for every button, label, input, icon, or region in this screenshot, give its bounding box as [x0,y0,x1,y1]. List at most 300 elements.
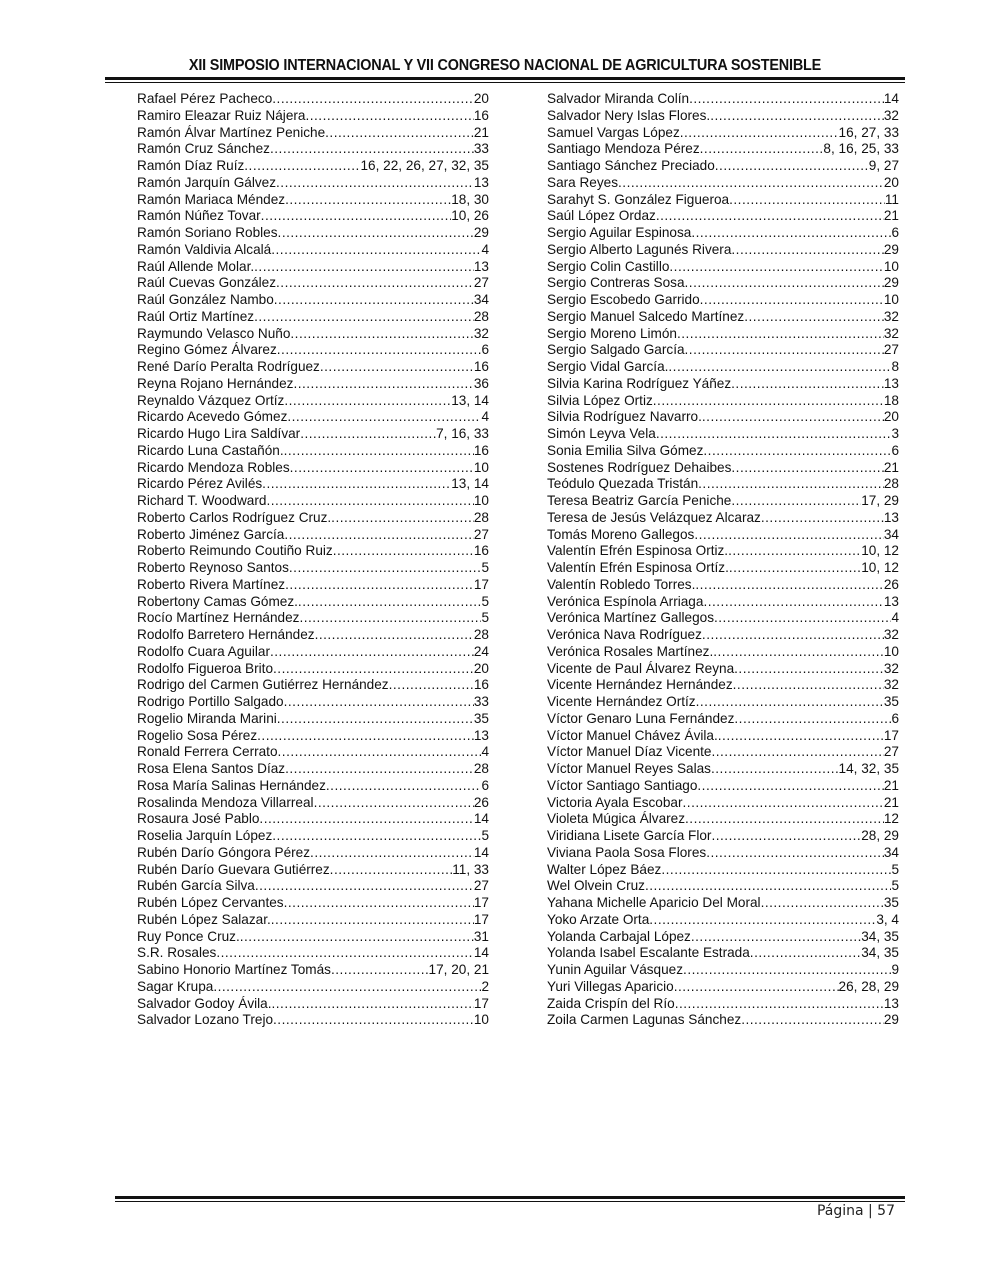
author-name: Viviana Paola Sosa Flores [547,844,707,860]
author-name: Víctor Santiago Santiago [547,777,698,793]
dot-leader [278,225,474,242]
dot-leader [276,275,474,292]
dot-leader [213,979,481,996]
footer-rule-thick [115,1196,905,1199]
author-name: Rodrigo Portillo Salgado [137,694,284,709]
page-references: 14 [473,811,489,827]
page-references: 9 [891,962,899,977]
page-references: 10 [883,643,899,659]
dot-leader [700,292,884,309]
page-references: 20 [883,409,899,425]
page-references: 17, 20, 21 [428,962,489,977]
dot-leader [689,91,884,108]
dot-leader [711,744,883,761]
dot-leader [656,208,884,225]
page-references: 16 [473,442,489,458]
dot-leader [691,929,861,946]
dot-leader [750,945,861,962]
author-name: Ramón Mariaca Méndez [137,191,286,207]
page-references: 14 [473,844,489,860]
page-references: 32 [883,325,899,341]
dot-leader [272,996,474,1013]
dot-leader [284,443,474,460]
index-entry [137,744,489,761]
author-index-left-column [137,91,489,1029]
author-name: Rosaura José Pablo [137,811,260,827]
dot-leader [761,510,884,527]
dot-leader [685,275,884,292]
dot-leader [715,158,869,175]
index-entry [137,912,489,929]
index-entry [137,1012,489,1029]
index-entry [547,828,899,845]
page-references: 17, 29 [861,493,899,508]
dot-leader [273,661,474,678]
author-name: Yolanda Carbajal López [547,928,691,944]
author-name: Víctor Manuel Díaz Vicente [547,744,712,760]
index-entry [137,309,489,326]
author-name: Teódulo Quezada Tristán [547,476,699,492]
author-name: Rodrigo del Carmen Gutiérrez Hernández [137,677,389,693]
dot-leader [714,610,891,627]
page-references: 4 [481,409,489,425]
index-entry [547,342,899,359]
index-entry [137,527,489,544]
index-entry [547,125,899,142]
dot-leader [293,376,473,393]
index-entry [547,376,899,393]
page-references: 28, 29 [861,828,899,843]
dot-leader [331,962,429,979]
page-references: 5 [891,861,899,877]
dot-leader [278,744,482,761]
index-entry [137,594,489,611]
index-entry [137,409,489,426]
index-entry [547,878,899,895]
author-name: Sergio Salgado García [547,342,685,358]
author-name: Vicente Hernández Hernández [547,677,733,693]
author-name: Samuel Vargas López [547,124,680,140]
index-entry [137,627,489,644]
dot-leader [330,862,453,879]
index-entry [547,275,899,292]
dot-leader [680,125,839,142]
page-references: 14 [473,945,489,961]
author-name: Ramiro Eleazar Ruiz Nájera [137,107,306,123]
page-references: 17 [473,895,489,910]
dot-leader [668,359,891,376]
dot-leader [683,962,891,979]
dot-leader [728,543,861,560]
index-entry [137,242,489,259]
index-entry [547,761,899,778]
page-references: 35 [473,710,489,726]
page-references: 24 [473,643,489,659]
author-name: Zoila Carmen Lagunas Sánchez [547,1012,742,1028]
index-entry [547,527,899,544]
page-references: 27 [473,526,489,542]
index-entry [547,476,899,493]
dot-leader [266,493,473,510]
index-entry [137,275,489,292]
document-header-title: XII SIMPOSIO INTERNACIONAL Y VII CONGRESO NACIONAL DE AGRICULTURA SOSTENIBLE [188,57,822,74]
page-references: 16 [473,359,489,374]
author-name: Ronald Ferrera Cerrato [137,744,278,760]
page-references: 29 [473,225,489,240]
footer-rule-thin [115,1201,905,1202]
author-name: Ruy Ponce Cruz. [137,928,240,944]
index-entry [137,945,489,962]
index-entry [137,677,489,694]
page-references: 18, 30 [451,191,489,207]
page-references: 5 [481,610,489,626]
page-references: 4 [481,744,489,760]
page-references: 28 [473,761,489,776]
dot-leader [698,476,884,493]
page-references: 14, 32, 35 [838,761,899,776]
dot-leader [333,543,474,560]
index-entry [137,108,489,125]
dot-leader [729,560,861,577]
index-entry [547,945,899,962]
index-entry [547,577,899,594]
author-name: Verónica Martínez Gallegos [547,610,714,626]
page-references: 13 [883,593,899,609]
author-name: Raúl González Nambo [137,292,274,307]
author-name: Verónica Espínola Arriaga [547,593,704,609]
author-name: Reynaldo Vázquez Ortíz [137,392,285,408]
author-name: Zaida Crispín del Río [547,995,675,1011]
author-name: Sergio Colin Castillo [547,258,670,274]
dot-leader [285,761,474,778]
page-references: 13, 14 [451,392,489,408]
page-references: 21 [883,208,899,224]
author-name: Sarahyt S. González Figueroa [547,191,730,207]
page-references: 32 [883,627,899,642]
page-references: 10 [473,493,489,508]
page-references: 5 [481,560,489,575]
page-references: 8, 16, 25, 33 [823,141,899,157]
page-references: 13 [883,995,899,1011]
page-references: 5 [481,828,489,843]
dot-leader [694,527,884,544]
index-entry [547,996,899,1013]
dot-leader [702,409,884,426]
page-references: 21 [883,459,899,475]
author-name: Rodolfo Figueroa Brito [137,660,274,676]
dot-leader [270,141,474,158]
author-name: Valentín Robledo Torres. [547,576,696,592]
page-references: 33 [473,694,489,709]
author-name: Yolanda Isabel Escalante Estrada [547,945,750,961]
dot-leader [271,912,474,929]
author-name: Vicente de Paul Álvarez Reyna [547,660,735,676]
dot-leader [703,594,883,611]
author-name: Ramón Díaz Ruíz [137,158,245,173]
author-name: Tomás Moreno Gallegos [547,526,695,542]
dot-leader [618,175,884,192]
dot-leader [277,342,482,359]
dot-leader [300,426,436,443]
author-name: Sara Reyes [547,174,619,190]
author-name: Sergio Contreras Sosa [547,275,685,291]
dot-leader [285,577,474,594]
author-name: Yuri Villegas Aparicio [547,978,674,994]
page-references: 32 [883,660,899,676]
author-name: Ramón Soriano Robles [137,225,278,240]
index-entry [137,694,489,711]
author-name: Roberto Rivera Martínez [137,576,286,592]
author-name: Salvador Miranda Colín [547,91,690,106]
page-references: 29 [883,275,899,291]
index-entry [547,510,899,527]
author-name: Ramón Cruz Sánchez [137,141,270,157]
author-name: Sagar Krupa [137,978,214,994]
author-name: Rocío Martínez Hernández [137,610,300,626]
author-name: Teresa de Jesús Velázquez Alcaraz [547,509,761,525]
page-references: 29 [883,1012,899,1028]
dot-leader [285,192,451,209]
page-references: 10 [473,459,489,475]
index-entry [547,744,899,761]
page-references: 13 [473,258,489,274]
page-references: 20 [883,174,899,190]
dot-leader [700,141,824,158]
page-references: 16 [473,677,489,693]
index-entry [547,594,899,611]
page-references: 16, 27, 33 [838,124,899,140]
page-references: 21 [883,777,899,793]
page-references: 34, 35 [861,928,899,944]
dot-leader [729,192,885,209]
page-references: 27 [883,744,899,760]
index-entry [547,259,899,276]
author-name: Roselia Jarquín López [137,828,273,843]
author-name: Yahana Michelle Aparicio Del Moral [547,895,761,910]
dot-leader [305,108,473,125]
page-references: 36 [473,375,489,391]
author-name: Wel Olvein Cruz [547,878,645,894]
dot-leader [261,208,452,225]
page-references: 32 [883,107,899,123]
index-entry [137,711,489,728]
author-name: Rubén López Salazar. [137,911,271,927]
index-entry [547,862,899,879]
author-name: Rafael Pérez Pacheco [137,91,273,106]
dot-leader [741,1012,884,1029]
author-name: René Darío Peralta Rodríguez [137,359,320,374]
index-entry [137,510,489,527]
page-references: 20 [473,91,489,106]
index-entry [137,577,489,594]
author-name: Silvia Karina Rodríguez Yáñez [547,375,732,391]
page-references: 21 [473,124,489,140]
author-name: Sabino Honorio Martínez Tomás [137,962,331,977]
page-references: 20 [473,660,489,676]
author-name: Verónica Rosales Martínez. [547,643,714,659]
dot-leader [718,728,884,745]
dot-leader [320,359,474,376]
dot-leader [284,895,474,912]
author-name: Roberto Carlos Rodríguez Cruz. [137,509,332,525]
page-references: 28 [473,509,489,525]
dot-leader [298,594,482,611]
index-entry [137,225,489,242]
index-entry [137,158,489,175]
page-references: 10, 12 [861,560,899,575]
dot-leader [695,577,884,594]
index-entry [137,192,489,209]
dot-leader [685,342,884,359]
index-entry [547,610,899,627]
index-entry [137,828,489,845]
index-entry [547,1012,899,1029]
page-references: 13 [883,375,899,391]
index-entry [547,895,899,912]
page-references: 13 [473,727,489,743]
index-entry [137,376,489,393]
page-references: 26 [473,794,489,810]
index-entry [137,895,489,912]
index-entry [547,409,899,426]
dot-leader [315,627,474,644]
author-name: Valentín Efrén Espinosa Ortíz. [547,560,729,575]
author-name: Sergio Aguilar Espinosa [547,225,692,240]
index-entry [137,979,489,996]
page-references: 5 [481,593,489,609]
dot-leader [734,661,884,678]
page-references: 10 [883,292,899,307]
index-entry [137,560,489,577]
page-references: 27 [473,275,489,291]
author-name: Raúl Cuevas González [137,275,277,291]
page-references: 11, 33 [452,861,489,877]
author-name: Victoria Ayala Escobar [547,794,683,810]
index-entry [137,778,489,795]
author-name: Ricardo Acevedo Gómez [137,409,288,425]
index-entry [547,912,899,929]
page-references: 6 [891,225,899,240]
index-entry [547,309,899,326]
dot-leader [645,878,891,895]
author-name: Viridiana Lisete García Flor [547,828,712,843]
author-name: Sergio Alberto Lagunés Rivera [547,241,732,257]
author-name: Violeta Múgica Álvarez [547,811,686,827]
dot-leader [274,292,474,309]
page-references: 3 [891,426,899,441]
dot-leader [731,376,884,393]
index-entry [547,644,899,661]
header-rule-thin [105,82,905,83]
index-entry [137,845,489,862]
author-name: Ricardo Mendoza Robles [137,459,290,475]
index-entry [137,962,489,979]
page-references: 6 [481,342,489,358]
dot-leader [273,1012,474,1029]
page-references: 28 [883,476,899,492]
author-name: Santiago Mendoza Pérez [547,141,700,157]
index-entry [137,476,489,493]
dot-leader [761,895,884,912]
page-references: 6 [891,442,899,458]
dot-leader [653,393,884,410]
page-references: 14 [883,91,899,106]
author-name: Ramón Álvar Martínez Peniche [137,124,326,140]
index-entry [137,728,489,745]
dot-leader [284,527,474,544]
index-entry [547,711,899,728]
index-entry [547,443,899,460]
dot-leader [244,158,360,175]
page-references: 4 [891,610,899,626]
page-references: 32 [473,325,489,341]
dot-leader [216,945,474,962]
dot-leader [649,912,876,929]
page-references: 35 [883,895,899,910]
dot-leader [685,811,884,828]
dot-leader [257,728,474,745]
author-name: Ricardo Hugo Lira Saldívar [137,426,301,441]
author-name: Víctor Manuel Reyes Salas [547,761,711,776]
page-references: 13, 14 [451,476,489,492]
page-references: 34, 35 [861,945,899,961]
header-rule-thick [105,77,905,80]
dot-leader [270,644,474,661]
page-references: 10, 26 [451,208,489,224]
page-references: 17 [473,995,489,1011]
index-entry [547,192,899,209]
dot-leader [703,443,891,460]
author-name: Rogelio Miranda Marini [137,710,277,726]
dot-leader [284,694,474,711]
page-references: 18 [883,392,899,408]
dot-leader [287,409,481,426]
dot-leader [255,878,474,895]
dot-leader [706,845,884,862]
dot-leader [389,677,474,694]
author-name: Rodolfo Barretero Hernández [137,627,315,642]
dot-leader [276,175,474,192]
index-entry [137,493,489,510]
author-name: Richard T. Woodward [137,493,267,508]
dot-leader [254,259,474,276]
page-references: 9, 27 [868,158,899,173]
index-entry [547,208,899,225]
author-name: Sergio Vidal García. [547,359,669,374]
index-entry [137,91,489,108]
page-references: 3, 4 [876,911,899,927]
index-entry [547,158,899,175]
page-references: 8 [891,359,899,374]
dot-leader [326,778,482,795]
dot-leader [284,393,451,410]
index-entry [137,996,489,1013]
index-entry [547,326,899,343]
index-entry [547,962,899,979]
dot-leader [254,309,474,326]
author-name: Sergio Moreno Limón [547,325,677,341]
index-entry [137,460,489,477]
author-name: Ramón Jarquín Gálvez [137,174,277,190]
dot-leader [697,778,883,795]
author-name: Rosa Elena Santos Díaz [137,761,286,776]
index-entry [137,929,489,946]
dot-leader [314,795,474,812]
dot-leader [290,460,474,477]
page-references: 6 [481,777,489,793]
page-references: 11 [884,191,899,207]
dot-leader [731,493,861,510]
